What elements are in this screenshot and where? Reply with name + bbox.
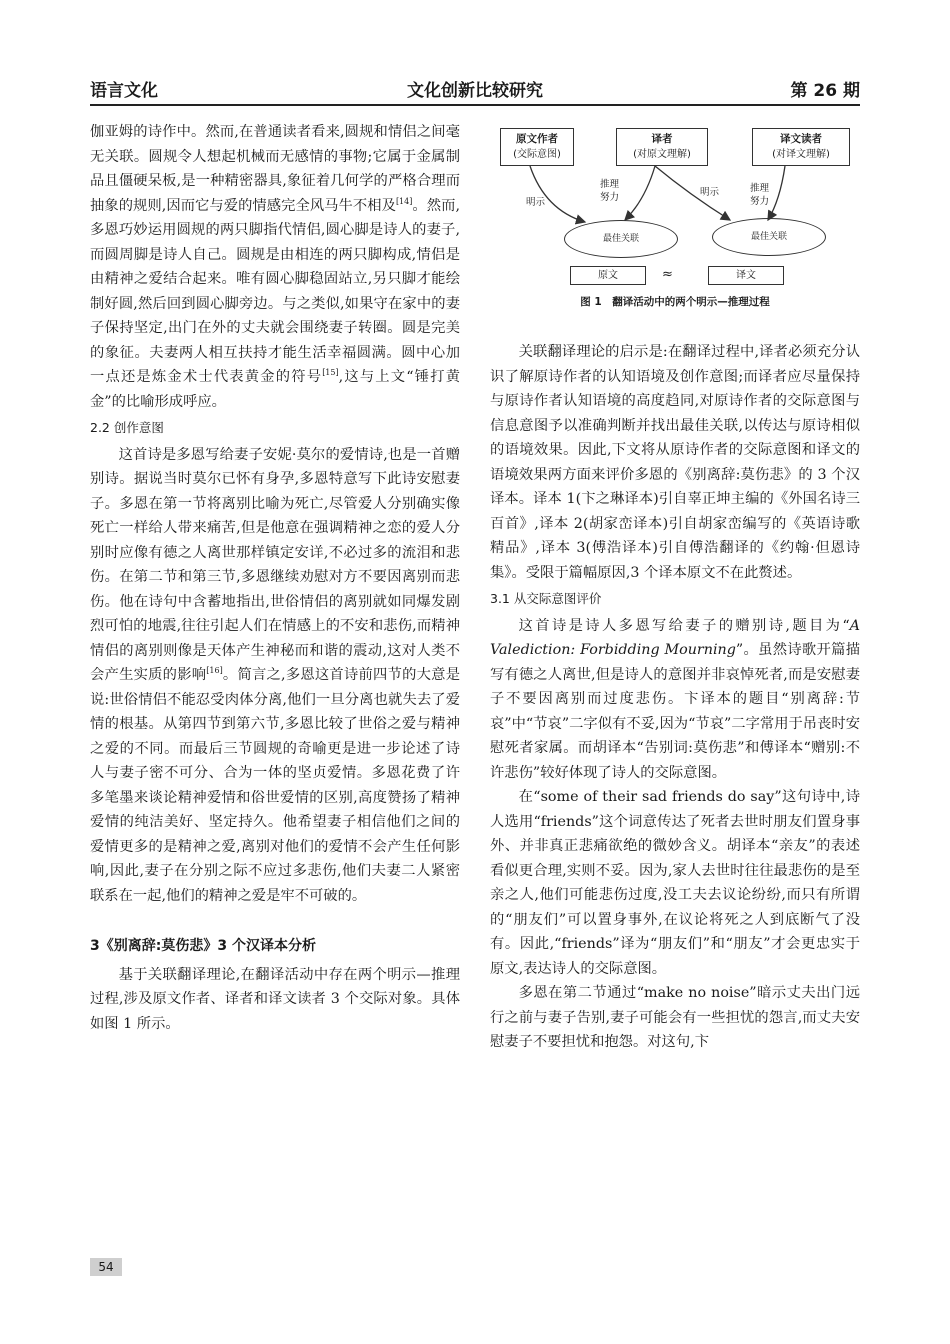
target-text-box: 译文 xyxy=(708,266,784,285)
paragraph: 关联翻译理论的启示是:在翻译过程中,译者必须充分认识了解原诗作者的认知语境及创作意图;而译者应尽量保持与原诗作者认知语境的高度趋同,对原诗作者的交际意图与信息意图予以准确判断并找出最佳关联,以传达与原诗相似的语境效果。因此,下文将从原诗作者的交际意图和译文的语境效果两方面来评价多恩的《别离辞:莫伤悲》的 3 个汉译本。译本 1(卞之琳译本)引自辜正坤主编的《外国名诗三百首》,译本 2(胡家峦译本)引自胡家峦编写的《英语诗歌精品》,译本 3(傅浩译本)引自傅浩翻译的《约翰·但恩诗集》。受限于篇幅原因,3 个译本原文不在此赘述。 xyxy=(490,344,860,581)
section-heading: 3《别离辞:莫伤悲》3 个汉译本分析 xyxy=(90,938,316,954)
approx-symbol: ≈ xyxy=(662,267,673,282)
page-number: 54 xyxy=(90,1258,122,1276)
citation[interactable]: [14] xyxy=(395,196,413,206)
source-author-box: 原文作者 (交际意图) xyxy=(500,128,574,166)
figure-caption: 图 1 翻译活动中的两个明示—推理过程 xyxy=(580,296,770,308)
translator-box: 译者 (对原文理解) xyxy=(616,128,708,166)
paragraph: 在“some of their sad friends do say”这句诗中,诗人选用“friends”这个词意传达了死者去世时朋友们置身事外、并非真正悲痛欲绝的微妙含义。胡译本“亲友”的表述看似更合理,实则不妥。因为,家人去世时往往最悲伤的是至亲之人,他们可能悲伤过度,没工夫去议论纷纷,而只有所谓的“朋友们”可以置身事外,在议论将死之人到底断气了没有。因此,“friends”译为“朋友们”和“朋友”才会更忠实于原文,表达诗人的交际意图。 xyxy=(490,789,860,977)
subsection-heading: 3.1 从交际意图评价 xyxy=(490,591,602,606)
paragraph: 多恩在第二节通过“make no noise”暗示丈夫出门远行之前与妻子告别,妻子可能会有一些担忧的怨言,而丈夫安慰妻子不要担忧和抱怨。对这句,卞 xyxy=(490,985,860,1050)
header-journal-section: 语言文化 xyxy=(90,81,158,101)
left-column xyxy=(90,120,460,1036)
target-reader-box: 译文读者 (对译文理解) xyxy=(752,128,850,166)
right-column xyxy=(490,340,860,1055)
header-rule xyxy=(90,104,860,106)
paragraph: 伽亚姆的诗作中。然而,在普通读者看来,圆规和情侣之间毫无关联。圆规令人想起机械而无感情的事物;它属于金属制品且僵硬呆板,是一种精密器具,象征着几何学的严格合理而抽象的规则,因而它与爱的情感完全风马牛不相及[14]。然而,多恩巧妙运用圆规的两只脚指代情侣,圆心脚是诗人的妻子,而圆周脚是诗人自己。圆规是由相连的两只脚构成,情侣是由精神之爱结合起来。唯有圆心脚稳固站立,另只脚才能绘制好圆,然后回到圆心脚旁边。与之类似,如果守在家中的妻子保持坚定,出门在外的丈夫就会围绕妻子转圈。圆是完美的象征。夫妻两人相互扶持才能生活幸福圆满。圆中心加一点还是炼金术士代表黄金的符号[15],这与上文“锤打黄金”的比喻形成呼应。 xyxy=(90,124,461,410)
citation[interactable]: [15] xyxy=(322,368,339,378)
poem-title: A Valediction: Forbidding Mourning xyxy=(490,617,860,658)
paragraph: 基于关联翻译理论,在翻译活动中存在两个明示—推理过程,涉及原文作者、译者和译文读者 3 个交际对象。具体如图 1 所示。 xyxy=(90,966,460,1032)
header-issue: 第 26 期 xyxy=(790,81,860,101)
header-journal-title: 文化创新比较研究 xyxy=(407,81,543,101)
subsection-heading: 2.2 创作意图 xyxy=(90,420,164,435)
optimal-relevance-ellipse-1: 最佳关联 xyxy=(564,220,678,258)
figure-1 xyxy=(490,120,860,320)
label-ostension-1: 明示 xyxy=(526,197,546,208)
optimal-relevance-ellipse-2: 最佳关联 xyxy=(712,218,826,256)
label-inference-2: 推理 努力 xyxy=(750,183,770,207)
label-inference-1: 推理 努力 xyxy=(600,179,620,203)
paragraph: 这首诗是诗人多恩写给妻子的赠别诗,题目为“A Valediction: Forbidding Mourning”。虽然诗歌开篇描写有德之人离世,但是诗人的意图并非哀悼死者,而是安慰妻子不要因离别而过度悲伤。卞译本的题目“别离辞:节哀”中“节哀”二字似有不妥,因为“节哀”二字常用于吊丧时安慰死者家属。而胡译本“告别词:莫伤悲”和傅译本“赠别:不许悲伤”较好体现了诗人的交际意图。 xyxy=(490,617,861,781)
label-ostension-2: 明示 xyxy=(700,187,720,198)
source-text-box: 原文 xyxy=(570,266,646,285)
citation[interactable]: [16] xyxy=(206,666,223,676)
paragraph: 这首诗是多恩写给妻子安妮·莫尔的爱情诗,也是一首赠别诗。据说当时莫尔已怀有身孕,多恩特意写下此诗安慰妻子。多恩在第一节将离别比喻为死亡,尽管爱人分别确实像死亡一样给人带来痛苦,但是他意在强调精神之恋的爱人分别时应像有德之人离世那样镇定安详,不必过多的流泪和悲伤。在第二节和第三节,多恩继续劝慰对方不要因离别而悲伤。他在诗句中含蓄地指出,世俗情侣的离别就如同爆发剧烈可怕的地震,往往引起人们在情感上的不安和悲伤,而精神情侣的离别则像是天体产生神秘而和谐的震动,这对人类不会产生实质的影响[16]。简言之,多恩这首诗前四节的大意是说:世俗情侣不能忍受肉体分离,他们一旦分离也就失去了爱情的根基。从第四节到第六节,多恩比较了世俗之爱与精神之爱的不同。而最后三节圆规的奇喻更是进一步论述了诗人与妻子密不可分、合为一体的坚贞爱情。多恩花费了许多笔墨来谈论精神爱情和俗世爱情的区别,高度赞扬了精神爱情的纯洁美好、坚定持久。他希望妻子相信他们之间的爱情更多的是精神之爱,离别对他们的爱情不会产生任何影响,因此,妻子在分别之际不应过多悲伤,他们夫妻二人紧密联系在一起,他们的精神之爱是牢不可破的。 xyxy=(90,446,460,904)
